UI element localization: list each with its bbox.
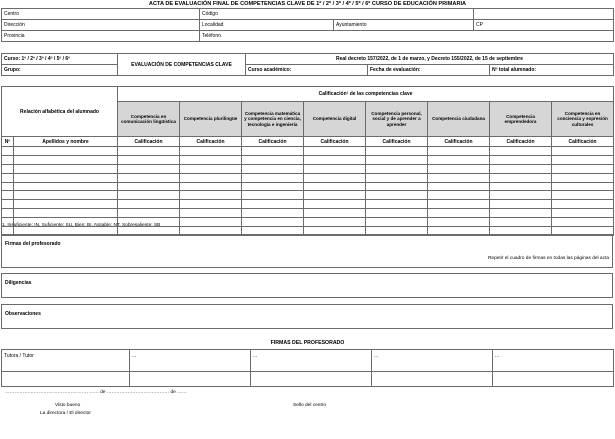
student-number-cell[interactable]: [2, 182, 14, 191]
center-info-table: [1, 8, 614, 42]
teacher-signatures-table: [1, 349, 614, 387]
grade-cell[interactable]: [180, 164, 242, 173]
competence-header: Competencia plurilingüe: [180, 102, 242, 137]
grade-subheader: Calificación: [490, 137, 552, 147]
grade-subheader: Calificación: [552, 137, 614, 147]
grade-subheader: Calificación: [180, 137, 242, 147]
grades-caption: Calificación¹ de las competencias clave: [118, 87, 614, 102]
student-row: [2, 173, 614, 182]
total-alumnado-field[interactable]: Nº total alumnado:: [490, 65, 614, 76]
curso-field[interactable]: Curso: 1º / 2º / 3º / 4º / 5º / 6º: [2, 54, 118, 65]
student-row: [2, 209, 614, 218]
grade-cell[interactable]: [180, 200, 242, 209]
grade-subheader: Calificación: [242, 137, 304, 147]
student-number-cell[interactable]: [2, 200, 14, 209]
student-row: [2, 200, 614, 209]
signature-space[interactable]: [251, 372, 372, 387]
decree-reference: Real decreto 157/2022, de 1 de marzo, y Decreto 155/2022, de 15 de septiembre: [246, 54, 614, 65]
student-list-header: Relación alfabética del alumnado: [2, 87, 118, 137]
competence-header: Competencia en conciencia y expresión culturales: [552, 102, 614, 137]
grade-cell[interactable]: [180, 182, 242, 191]
centro-field[interactable]: Centro: [2, 9, 200, 20]
teacher-signatures-label: Firmas del profesorado: [5, 241, 61, 247]
grade-cell[interactable]: [366, 218, 428, 227]
grade-cell[interactable]: [490, 147, 552, 156]
student-name-cell[interactable]: [14, 182, 118, 191]
direccion-field[interactable]: Dirección: [2, 20, 200, 31]
grade-cell[interactable]: [490, 164, 552, 173]
student-name-cell[interactable]: [14, 209, 118, 218]
grade-cell[interactable]: [366, 164, 428, 173]
grade-cell[interactable]: [242, 200, 304, 209]
grade-cell[interactable]: [552, 173, 614, 182]
grade-cell[interactable]: [304, 200, 366, 209]
student-number-cell[interactable]: [2, 209, 14, 218]
grade-cell[interactable]: [304, 191, 366, 200]
grade-cell[interactable]: [304, 155, 366, 164]
grade-cell[interactable]: [490, 200, 552, 209]
grade-cell[interactable]: [242, 209, 304, 218]
grade-cell[interactable]: [304, 173, 366, 182]
grade-cell[interactable]: [118, 147, 180, 156]
grade-cell[interactable]: [242, 191, 304, 200]
student-name-cell[interactable]: [14, 155, 118, 164]
grade-subheader: Calificación: [428, 137, 490, 147]
grade-cell[interactable]: [304, 182, 366, 191]
teacher-signature-cell[interactable]: ...: [130, 350, 251, 372]
grade-cell[interactable]: [552, 218, 614, 227]
grades-table: [1, 86, 614, 236]
observaciones-box[interactable]: [1, 304, 613, 329]
diligencias-label: Diligencias: [5, 280, 32, 286]
director-label: La directora / El director: [40, 411, 91, 416]
signature-space[interactable]: [493, 372, 614, 387]
grade-cell[interactable]: [428, 164, 490, 173]
date-line[interactable]: ……………………………………………, …… de ………………………………… de ……: [5, 390, 187, 395]
codigo-field[interactable]: Código: [200, 9, 474, 20]
competence-header: Competencia personal, social y de aprender a aprender: [366, 102, 428, 137]
ayuntamiento-field[interactable]: Ayuntamiento: [334, 20, 474, 31]
signature-space[interactable]: [130, 372, 251, 387]
grade-cell[interactable]: [304, 147, 366, 156]
student-name-cell[interactable]: [14, 173, 118, 182]
student-row: [2, 155, 614, 164]
grade-cell[interactable]: [118, 182, 180, 191]
codigo-extra-field[interactable]: [474, 9, 614, 20]
grade-cell[interactable]: [552, 200, 614, 209]
student-row: [2, 182, 614, 191]
student-name-cell[interactable]: [14, 164, 118, 173]
grade-cell[interactable]: [428, 173, 490, 182]
evaluation-info-table: [1, 53, 614, 76]
grade-cell[interactable]: [428, 200, 490, 209]
diligencias-box[interactable]: [1, 273, 613, 298]
student-name-cell[interactable]: [14, 191, 118, 200]
grade-cell[interactable]: [366, 155, 428, 164]
teacher-signature-cell[interactable]: ...: [372, 350, 493, 372]
grade-subheader: Calificación: [366, 137, 428, 147]
grade-cell[interactable]: [180, 173, 242, 182]
teacher-signature-cell[interactable]: ...: [493, 350, 614, 372]
student-row: [2, 147, 614, 156]
competence-header: Competencia digital: [304, 102, 366, 137]
competence-header: Competencia ciudadana: [428, 102, 490, 137]
grade-cell[interactable]: [118, 155, 180, 164]
student-number-cell[interactable]: [2, 173, 14, 182]
cp-field[interactable]: CP: [474, 20, 614, 31]
grade-cell[interactable]: [180, 147, 242, 156]
teacher-signature-cell[interactable]: ...: [251, 350, 372, 372]
grade-cell[interactable]: [490, 218, 552, 227]
grade-cell[interactable]: [180, 155, 242, 164]
grade-cell[interactable]: [242, 164, 304, 173]
grade-cell[interactable]: [118, 173, 180, 182]
grade-cell[interactable]: [366, 173, 428, 182]
grade-cell[interactable]: [242, 173, 304, 182]
telefono-field[interactable]: Teléfono: [200, 31, 614, 42]
grade-cell[interactable]: [552, 191, 614, 200]
student-number-cell[interactable]: [2, 155, 14, 164]
grade-cell[interactable]: [366, 209, 428, 218]
teacher-signatures-box[interactable]: [1, 234, 613, 268]
competence-header: Competencia matemática y competencia en ciencia, tecnología e ingeniería: [242, 102, 304, 137]
competence-header: Competencia en comunicación lingüística: [118, 102, 180, 137]
grade-cell[interactable]: [180, 191, 242, 200]
observaciones-label: Observaciones: [5, 311, 41, 317]
student-number-cell[interactable]: [2, 164, 14, 173]
grade-cell[interactable]: [180, 209, 242, 218]
grade-cell[interactable]: [552, 209, 614, 218]
grade-cell[interactable]: [428, 218, 490, 227]
grade-cell[interactable]: [242, 147, 304, 156]
signature-repeat-note: Repetir el cuadro de firmas en todas las páginas del acta: [487, 256, 609, 261]
school-seal-label: Sello del centro: [293, 403, 327, 408]
grade-cell[interactable]: [366, 191, 428, 200]
grade-cell[interactable]: [118, 200, 180, 209]
grade-cell[interactable]: [428, 147, 490, 156]
grade-cell[interactable]: [118, 164, 180, 173]
fecha-evaluacion-field[interactable]: Fecha de evaluación:: [368, 65, 490, 76]
grade-cell[interactable]: [366, 200, 428, 209]
grade-cell[interactable]: [242, 182, 304, 191]
grade-cell[interactable]: [428, 155, 490, 164]
grade-cell[interactable]: [490, 155, 552, 164]
evaluation-heading: EVALUACIÓN DE COMPETENCIAS CLAVE: [118, 54, 246, 76]
grade-cell[interactable]: [304, 218, 366, 227]
grade-cell[interactable]: [552, 147, 614, 156]
grade-cell[interactable]: [242, 155, 304, 164]
grade-cell[interactable]: [490, 209, 552, 218]
grupo-field[interactable]: Grupo:: [2, 65, 118, 76]
curso-academico-field[interactable]: Curso académico:: [246, 65, 368, 76]
tutor-signature-cell[interactable]: Tutora / Tutor: [2, 350, 130, 372]
grade-subheader: Calificación: [304, 137, 366, 147]
name-header: Apellidos y nombre: [14, 137, 118, 147]
grade-cell[interactable]: [552, 155, 614, 164]
grade-cell[interactable]: [118, 191, 180, 200]
grade-cell[interactable]: [118, 209, 180, 218]
signature-space[interactable]: [372, 372, 493, 387]
grade-cell[interactable]: [428, 182, 490, 191]
grade-cell[interactable]: [490, 173, 552, 182]
student-number-cell[interactable]: [2, 147, 14, 156]
grade-cell[interactable]: [490, 191, 552, 200]
grades-footnote: 1. Insuficiente: IN, Suficiente: SU, Bien: BI, Notable: NT, Sobresaliente: SB: [2, 223, 161, 228]
grade-cell[interactable]: [304, 209, 366, 218]
grade-cell[interactable]: [490, 182, 552, 191]
student-number-cell[interactable]: [2, 191, 14, 200]
student-row: [2, 191, 614, 200]
grade-cell[interactable]: [428, 191, 490, 200]
grade-cell[interactable]: [304, 164, 366, 173]
competence-header: Competencia emprendedora: [490, 102, 552, 137]
num-header: Nº: [2, 137, 14, 147]
grade-subheader: Calificación: [118, 137, 180, 147]
visto-bueno-label: Visto bueno: [55, 403, 81, 408]
signature-space[interactable]: [2, 372, 130, 387]
teacher-signatures-title: FIRMAS DEL PROFESORADO: [270, 340, 345, 346]
student-name-cell[interactable]: [14, 147, 118, 156]
grade-cell[interactable]: [242, 218, 304, 227]
grade-cell[interactable]: [366, 147, 428, 156]
grade-cell[interactable]: [552, 164, 614, 173]
student-name-cell[interactable]: [14, 200, 118, 209]
grade-cell[interactable]: [552, 182, 614, 191]
localidad-field[interactable]: Localidad: [200, 20, 334, 31]
grade-cell[interactable]: [366, 182, 428, 191]
grade-cell[interactable]: [428, 209, 490, 218]
document-title: ACTA DE EVALUACIÓN FINAL DE COMPETENCIAS CLAVE DE 1º / 2º / 3º / 4º / 5º / 6º CURSO DE EDUCACIÓN PRIMARIA: [148, 1, 467, 7]
provincia-field[interactable]: Provincia: [2, 31, 200, 42]
grade-cell[interactable]: [180, 218, 242, 227]
student-row: [2, 164, 614, 173]
